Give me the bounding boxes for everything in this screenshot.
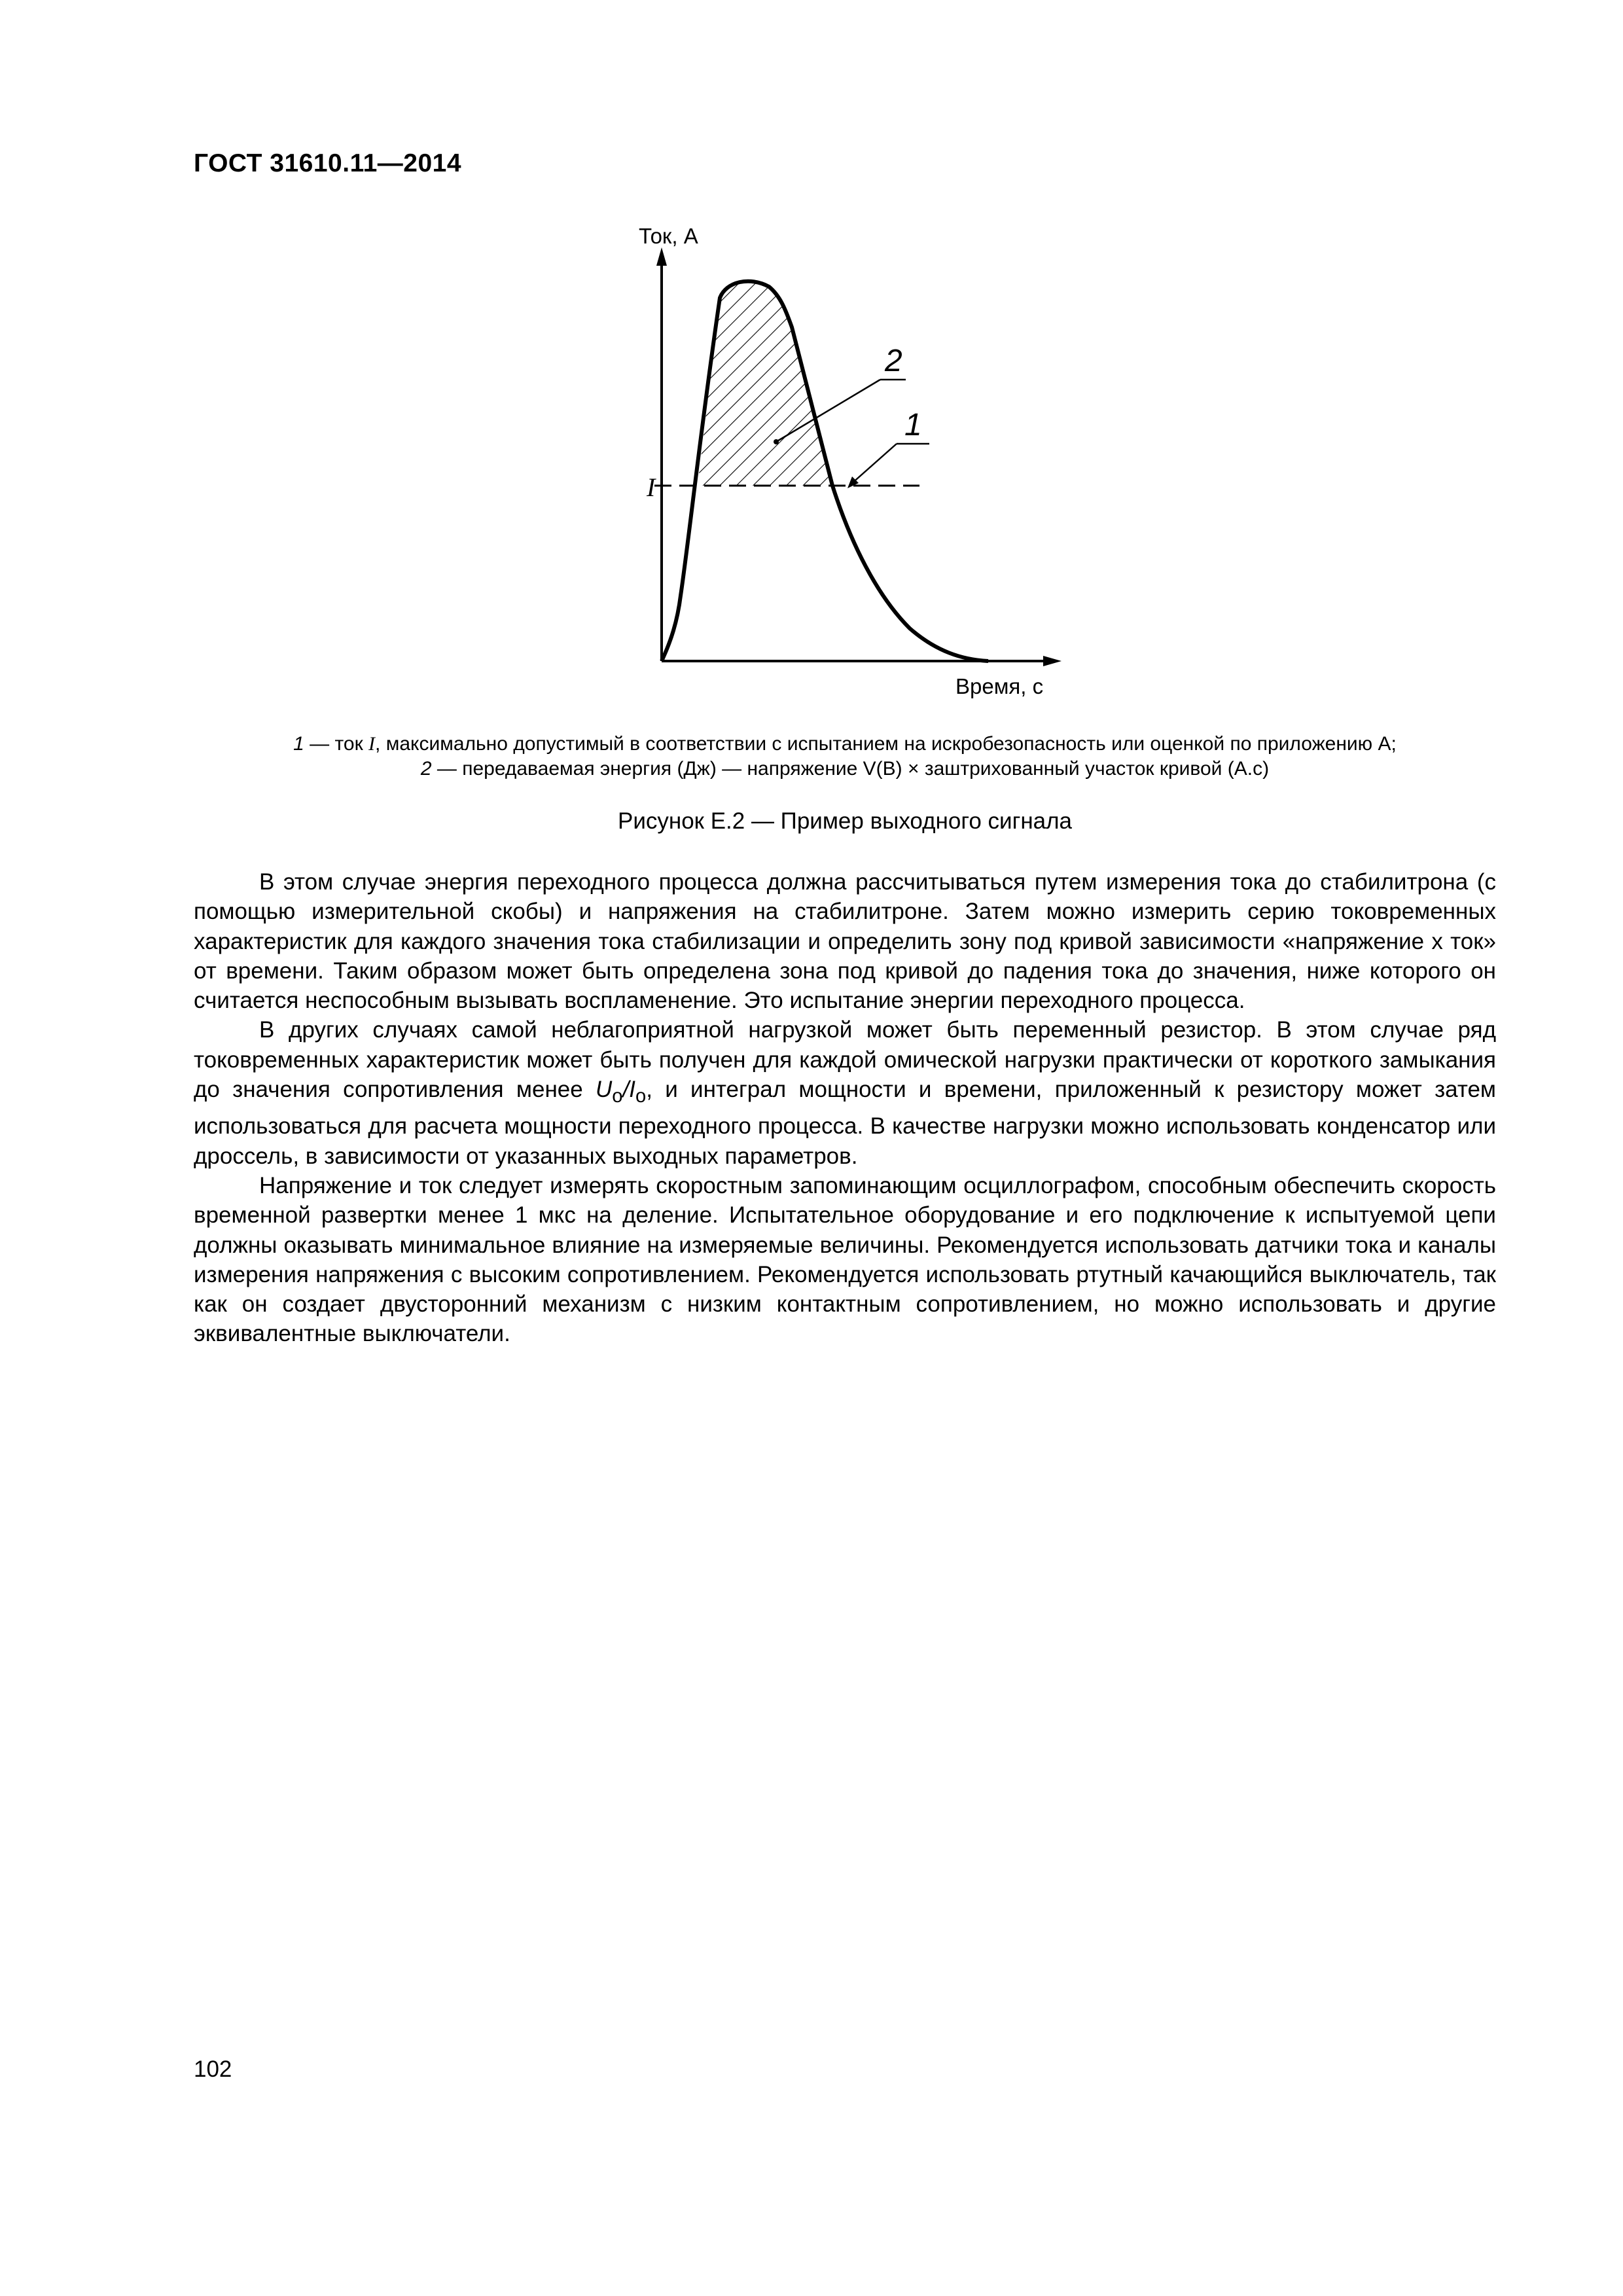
document-header: ГОСТ 31610.11—2014 [194,149,462,177]
output-signal-figure [589,216,1086,726]
figure-caption: Рисунок Е.2 — Пример выходного сигнала [617,808,1073,834]
paragraph-3: Напряжение и ток следует измерять скоростным запоминающим осциллографом, способным обеспечить скорость временной развертки менее 1 мкс на деление. Испытательное оборудование и его подключение к испытуемой цепи должны оказывать минимальное влияние на измеряемые величины. Рекомендуется использовать датчики тока и каналы измерения напряжения с высоким сопротивлением. Рекомендуется использовать ртутный качающийся выключатель, так как он создает двусторонний механизм с низким контактным сопротивлением, но можно использовать и другие эквивалентные выключатели. [194,1172,1496,1347]
legend-item-1: 1 — ток I, максимально допустимый в соответствии с испытанием на искробезопасность или оценкой по приложению А; [293,733,1397,755]
callout-2-label: 2 [885,344,902,378]
legend-item-2: 2 — передаваемая энергия (Дж) — напряжение V(B) × заштрихованный участок кривой (А.с) [420,758,1270,780]
x-axis-label: Время, с [955,674,1044,698]
y-axis-label: Ток, А [639,224,698,248]
callout-1-leader [851,444,897,484]
y-axis-arrow [656,247,667,266]
paragraph-2: В других случаях самой неблагоприятной нагрузкой может быть переменный резистор. В этом случае ряд токовременных характеристик может быть получен для каждой омической нагрузки практически от короткого замыкания до значения сопротивления менее $U_o/I_o$, и интеграл мощности и времени, приложенный к резистору может затем использоваться для расчета мощности переходного процесса. В качестве нагрузки можно использовать конденсатор или дроссель, в зависимости от указанных выходных параметров. [194,1017,1496,1169]
figure-legend [194,732,1496,781]
threshold-label: I [647,473,656,502]
x-axis-arrow [1043,656,1061,666]
body-text [194,867,1496,1349]
callout-1-label: 1 [904,408,922,442]
current-time-diagram [589,216,1086,726]
paragraph-1: В этом случае энергия переходного процесса должна рассчитываться путем измерения тока до стабилитрона (с помощью измерительной скобы) и напряжения на стабилитроне. Затем можно измерить серию токовременных характеристик для каждого значения тока стабилизации и определить зону под кривой зависимости «напряжение х ток» от времени. Таким образом может быть определена зона под кривой до падения тока до значения, ниже которого он считается неспособным вызывать воспламенение. Это испытание энергии переходного процесса. [194,869,1496,1014]
callout-2-dot [774,439,779,444]
page-number: 102 [194,2056,232,2082]
